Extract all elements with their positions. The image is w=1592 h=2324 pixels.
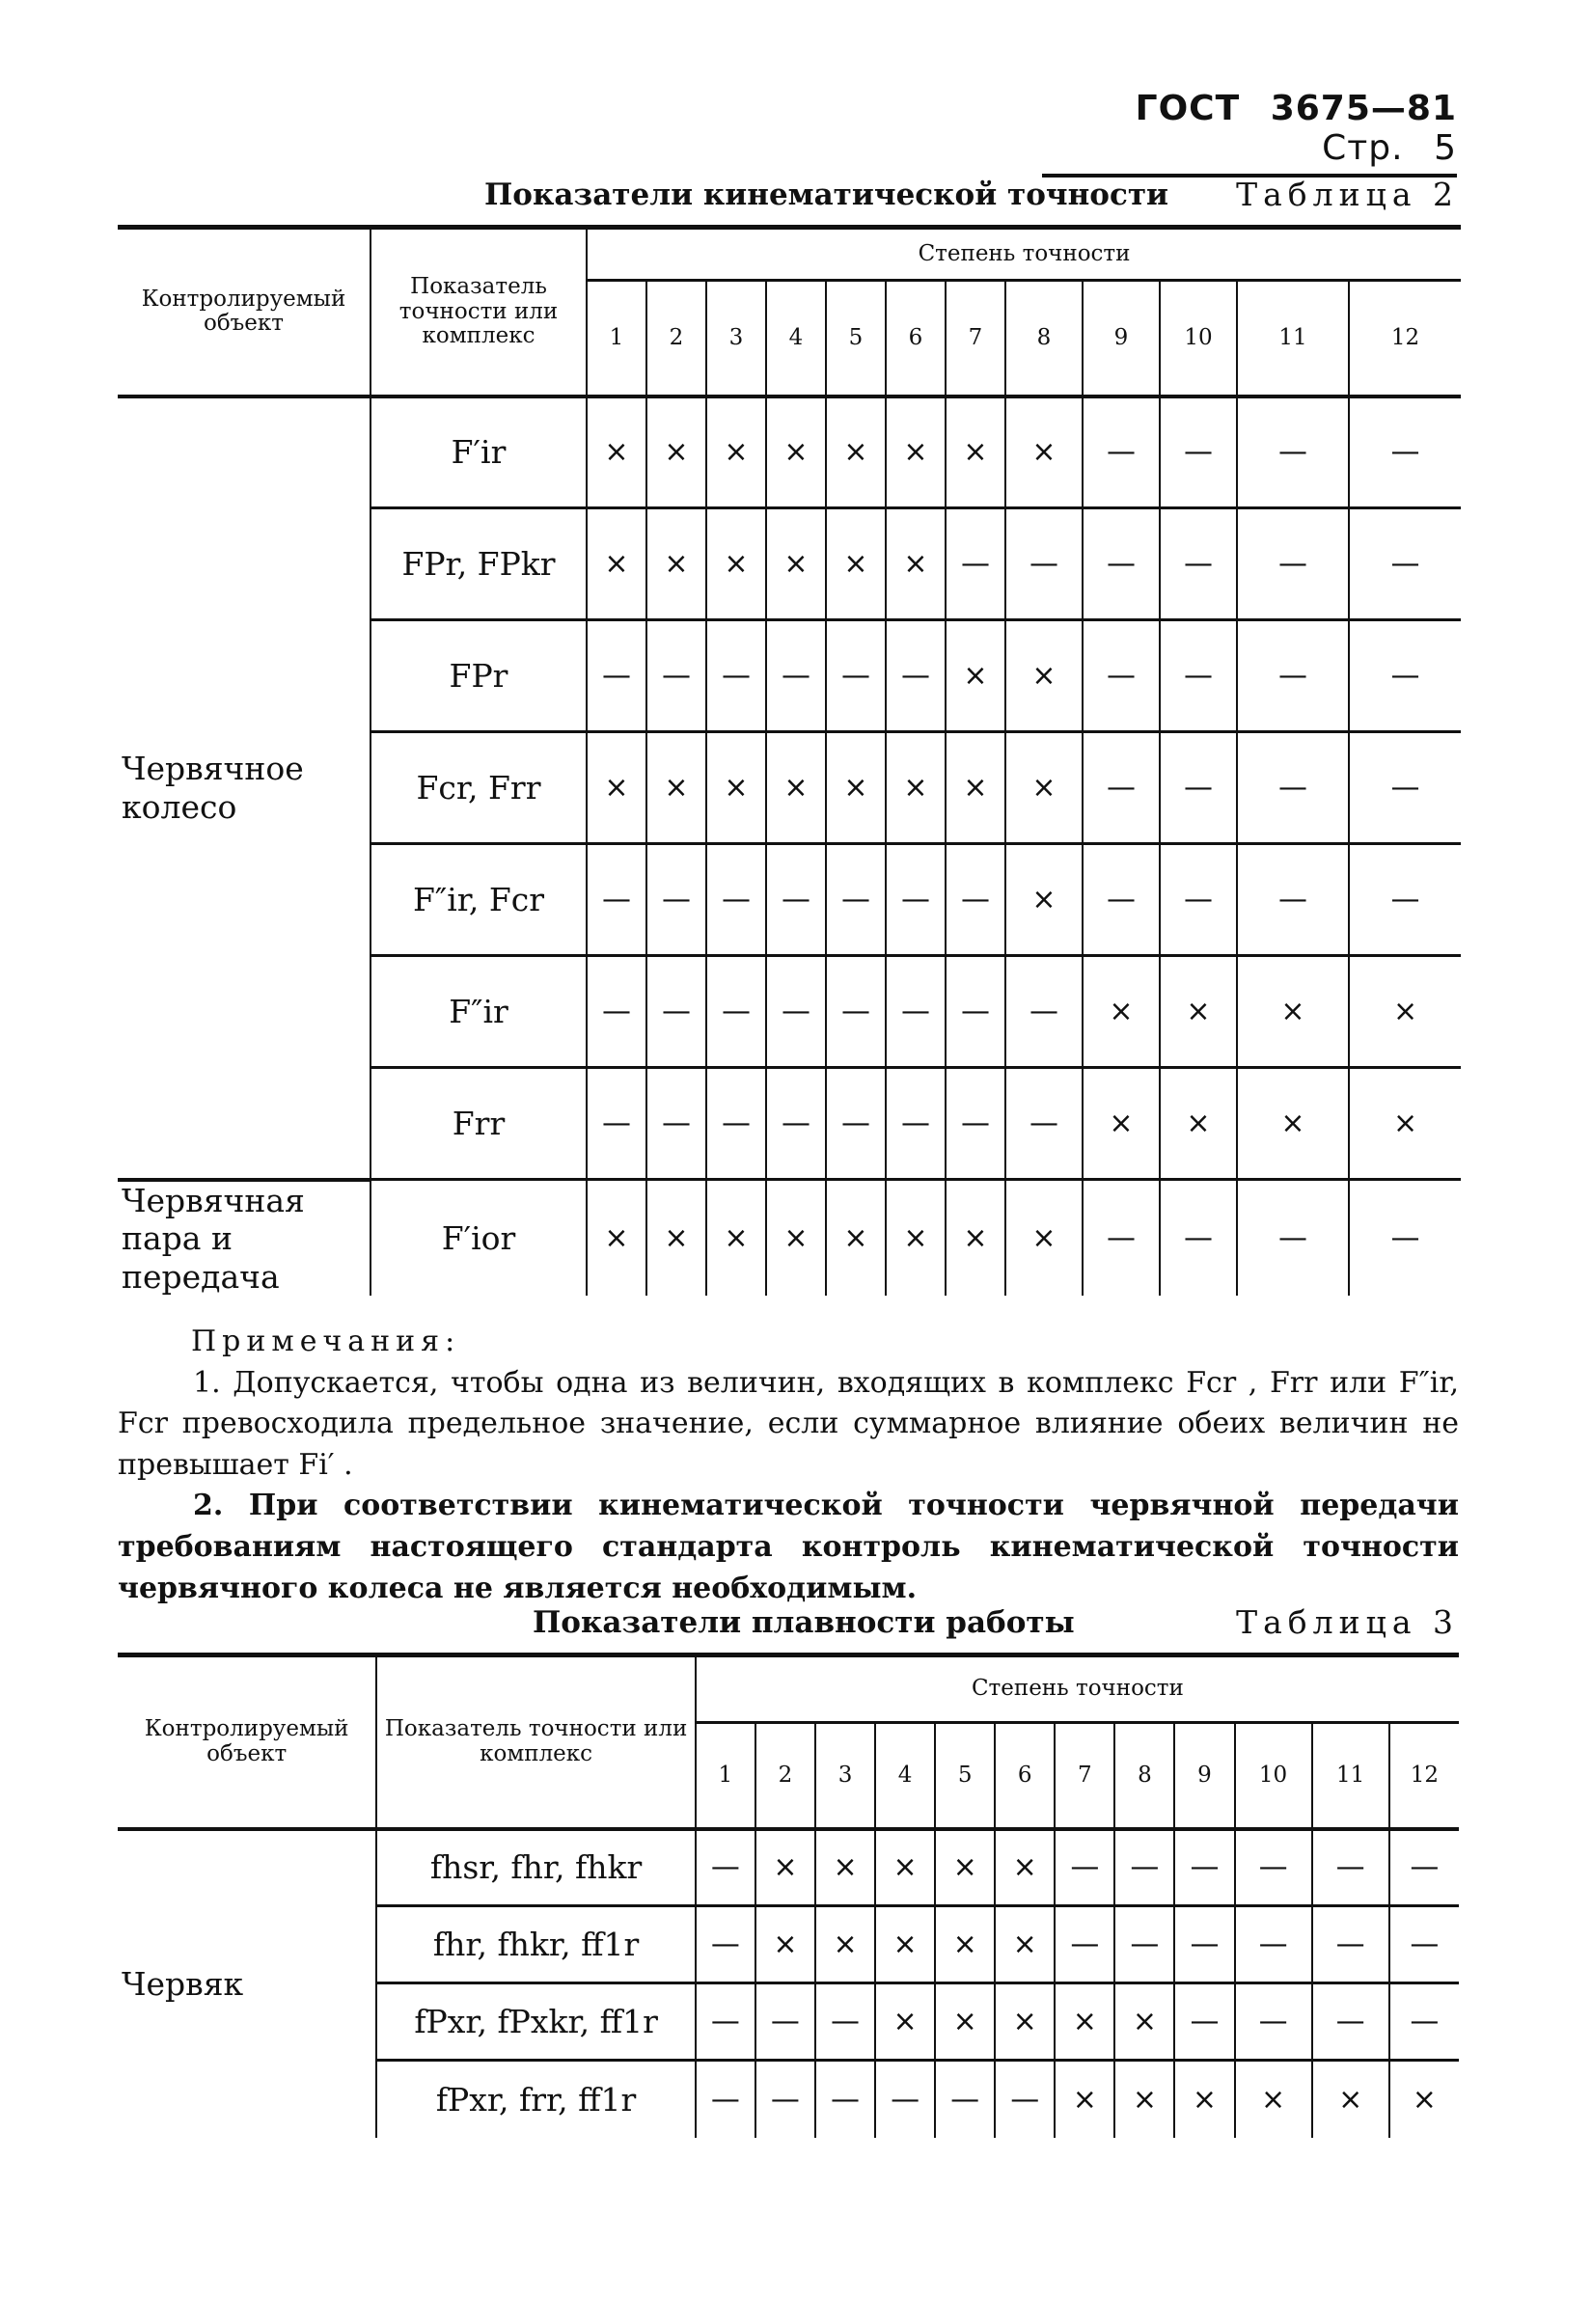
- table3-cell: —: [696, 1983, 755, 2061]
- table2-cell: ×: [766, 508, 826, 620]
- table3-cell: —: [696, 1829, 755, 1906]
- table2-indicator: F′ir: [371, 396, 587, 508]
- table3-cell: ×: [875, 1906, 935, 1983]
- table2-cell: —: [1160, 844, 1237, 956]
- table3-cell: —: [875, 2061, 935, 2138]
- table2-cell: ×: [1349, 956, 1461, 1068]
- table3-cell: —: [755, 1983, 815, 2061]
- table-row: [118, 396, 1461, 508]
- table2-cell: ×: [1005, 396, 1083, 508]
- table2-grade-9: 9: [1083, 281, 1160, 396]
- header-page-number: 5: [1434, 128, 1457, 168]
- table3-cell: ×: [1235, 2061, 1312, 2138]
- table3-cell: —: [1235, 1829, 1312, 1906]
- table-row: [118, 1829, 1459, 1906]
- table2-caption: [118, 174, 1459, 220]
- table3-cell: —: [1055, 1829, 1114, 1906]
- table3-indicator: fPxr, fPxkr, ff1r: [376, 1983, 695, 2061]
- table2-cell: ×: [1349, 1068, 1461, 1180]
- table3-title: Показатели плавности работы: [533, 1605, 1075, 1640]
- table2-cell: —: [1005, 1068, 1083, 1180]
- table2-cell: —: [646, 620, 706, 732]
- header-number: 3675—81: [1270, 89, 1457, 128]
- table3-indicator: fhr, fhkr, ff1r: [376, 1906, 695, 1983]
- table2-cell: —: [1349, 508, 1461, 620]
- table2-header-object: Контролируемый объект: [118, 228, 371, 396]
- table2-cell: —: [826, 620, 886, 732]
- table2-cell: ×: [886, 508, 946, 620]
- table3-cell: ×: [1389, 2061, 1459, 2138]
- table2-cell: ×: [946, 396, 1005, 508]
- table2-cell: ×: [1005, 620, 1083, 732]
- table2-indicator: F″ir: [371, 956, 587, 1068]
- table3-cell: —: [696, 1906, 755, 1983]
- note-2: 2. При соответствии кинематической точности червячной передачи требованиям настоящего стандарта контроль кинематической точности червячного колеса не является необходимым.: [118, 1489, 1459, 1605]
- table3-cell: ×: [1114, 1983, 1174, 2061]
- table2-cell: —: [1237, 620, 1349, 732]
- table2-cell: —: [1005, 508, 1083, 620]
- notes: [118, 1322, 1459, 1609]
- table2-object-1: Червячная пара и передача: [118, 1180, 371, 1297]
- table3-cell: ×: [815, 1829, 875, 1906]
- table3-indicator: fPxr, frr, ff1r: [376, 2061, 695, 2138]
- table3-cell: —: [1174, 1983, 1234, 2061]
- table2-cell: ×: [886, 732, 946, 844]
- table2-cell: —: [1349, 844, 1461, 956]
- table2-object-0: Червячное колесо: [118, 396, 371, 1180]
- table2-cell: —: [587, 956, 646, 1068]
- table3-cell: —: [995, 2061, 1055, 2138]
- table2-cell: —: [766, 620, 826, 732]
- table3-object-0: Червяк: [118, 1829, 376, 2138]
- table3-cell: —: [1312, 1983, 1389, 2061]
- table2-cell: —: [587, 844, 646, 956]
- table3-cell: —: [1114, 1829, 1174, 1906]
- table2-grade-4: 4: [766, 281, 826, 396]
- table3-cell: —: [815, 2061, 875, 2138]
- table3-cell: ×: [935, 1906, 995, 1983]
- table2-cell: —: [946, 956, 1005, 1068]
- table2-cell: —: [1237, 396, 1349, 508]
- table2-cell: —: [1160, 1180, 1237, 1297]
- table3-cell: ×: [995, 1906, 1055, 1983]
- table2-cell: ×: [646, 1180, 706, 1297]
- table2-cell: —: [1083, 844, 1160, 956]
- table2-cell: —: [1005, 956, 1083, 1068]
- table2-indicator: Fcr, Frr: [371, 732, 587, 844]
- table2-grade-3: 3: [706, 281, 766, 396]
- table2-cell: —: [946, 1068, 1005, 1180]
- table2-cell: ×: [646, 732, 706, 844]
- table2-cell: —: [706, 1068, 766, 1180]
- table3-cell: —: [1055, 1906, 1114, 1983]
- header-page-label: Стр.: [1322, 128, 1404, 168]
- table2-cell: ×: [946, 732, 1005, 844]
- table2-cell: —: [706, 620, 766, 732]
- table3-grade-3: 3: [815, 1723, 875, 1829]
- table2-cell: —: [646, 1068, 706, 1180]
- table2-cell: —: [1237, 732, 1349, 844]
- table2-cell: —: [1160, 732, 1237, 844]
- table2-cell: —: [766, 844, 826, 956]
- table2-cell: —: [1349, 396, 1461, 508]
- table3-cell: ×: [1312, 2061, 1389, 2138]
- table2-cell: —: [706, 956, 766, 1068]
- table2-grade-11: 11: [1237, 281, 1349, 396]
- table2-cell: —: [826, 844, 886, 956]
- table2-cell: ×: [587, 732, 646, 844]
- table3-cell: ×: [935, 1829, 995, 1906]
- table2-cell: —: [826, 1068, 886, 1180]
- table3-cell: ×: [875, 1829, 935, 1906]
- header-doc: ГОСТ: [1135, 89, 1241, 128]
- table2-header-indicator: Показатель точности или комплекс: [371, 228, 587, 396]
- table2-indicator: F″ir, Fcr: [371, 844, 587, 956]
- table3-cell: —: [1114, 1906, 1174, 1983]
- table2-cell: ×: [1005, 1180, 1083, 1297]
- table2-cell: ×: [646, 396, 706, 508]
- table2-cell: —: [587, 620, 646, 732]
- table2-cell: ×: [1005, 732, 1083, 844]
- table3-cell: —: [1312, 1829, 1389, 1906]
- table3-cell: —: [1235, 1983, 1312, 2061]
- table3-header-object: Контролируемый объект: [118, 1655, 376, 1829]
- table3-grade-9: 9: [1174, 1723, 1234, 1829]
- table2-cell: ×: [826, 508, 886, 620]
- table2-cell: —: [1349, 1180, 1461, 1297]
- table3-cell: ×: [1055, 2061, 1114, 2138]
- table3: [118, 1653, 1459, 2138]
- table3-grade-12: 12: [1389, 1723, 1459, 1829]
- table2-cell: —: [1083, 732, 1160, 844]
- table2-cell: ×: [1160, 1068, 1237, 1180]
- table2-cell: ×: [706, 396, 766, 508]
- table3-cell: —: [1389, 1829, 1459, 1906]
- table3-label: Таблица 3: [1236, 1603, 1459, 1641]
- table2-cell: —: [1237, 1180, 1349, 1297]
- table3-cell: —: [1389, 1906, 1459, 1983]
- table3-cell: —: [815, 1983, 875, 2061]
- table3-grade-11: 11: [1312, 1723, 1389, 1829]
- table2-cell: —: [1083, 620, 1160, 732]
- table3-caption: [118, 1601, 1459, 1648]
- table3-indicator: fhsr, fhr, fhkr: [376, 1829, 695, 1906]
- table2: [118, 225, 1461, 1296]
- table2-indicator: FPr, FPkr: [371, 508, 587, 620]
- table3-grade-10: 10: [1235, 1723, 1312, 1829]
- table2-cell: —: [886, 844, 946, 956]
- table2-cell: ×: [1237, 1068, 1349, 1180]
- table2-cell: ×: [826, 1180, 886, 1297]
- table3-cell: —: [1235, 1906, 1312, 1983]
- table2-cell: —: [886, 1068, 946, 1180]
- table2-cell: —: [706, 844, 766, 956]
- table3-cell: ×: [995, 1983, 1055, 2061]
- table2-cell: ×: [1160, 956, 1237, 1068]
- table2-grade-1: 1: [587, 281, 646, 396]
- table-row: [118, 1180, 1461, 1297]
- table3-cell: ×: [1055, 1983, 1114, 2061]
- table2-cell: —: [766, 1068, 826, 1180]
- table3-grade-8: 8: [1114, 1723, 1174, 1829]
- table3-cell: ×: [755, 1829, 815, 1906]
- table3-grade-7: 7: [1055, 1723, 1114, 1829]
- table3-grade-4: 4: [875, 1723, 935, 1829]
- table3-cell: —: [1174, 1906, 1234, 1983]
- table2-cell: ×: [587, 396, 646, 508]
- table3-cell: ×: [875, 1983, 935, 2061]
- table2-header-grade-group: Степень точности: [587, 228, 1461, 281]
- table2-cell: ×: [1083, 956, 1160, 1068]
- table2-grade-12: 12: [1349, 281, 1461, 396]
- table2-indicator: Frr: [371, 1068, 587, 1180]
- table2-cell: —: [646, 844, 706, 956]
- table3-grade-5: 5: [935, 1723, 995, 1829]
- table2-grade-7: 7: [946, 281, 1005, 396]
- table2-cell: —: [1160, 620, 1237, 732]
- table2-cell: —: [946, 508, 1005, 620]
- table2-cell: —: [826, 956, 886, 1068]
- table2-cell: ×: [946, 620, 1005, 732]
- table2-cell: ×: [706, 732, 766, 844]
- table2-cell: —: [1237, 844, 1349, 956]
- table2-cell: —: [886, 620, 946, 732]
- table2-cell: ×: [946, 1180, 1005, 1297]
- table2-title: Показатели кинематической точности: [484, 178, 1169, 212]
- table2-grade-6: 6: [886, 281, 946, 396]
- table3-grade-2: 2: [755, 1723, 815, 1829]
- table2-cell: —: [1083, 1180, 1160, 1297]
- table2-cell: ×: [826, 732, 886, 844]
- table2-cell: ×: [587, 508, 646, 620]
- table2-cell: ×: [1237, 956, 1349, 1068]
- table2-cell: —: [946, 844, 1005, 956]
- table2-grade-10: 10: [1160, 281, 1237, 396]
- table3-cell: —: [696, 2061, 755, 2138]
- table2-cell: ×: [766, 732, 826, 844]
- table2-cell: —: [1160, 508, 1237, 620]
- table3-cell: —: [1174, 1829, 1234, 1906]
- table2-cell: —: [1083, 508, 1160, 620]
- notes-heading: Примечания:: [191, 1325, 461, 1358]
- table3-grade-6: 6: [995, 1723, 1055, 1829]
- table2-cell: ×: [886, 1180, 946, 1297]
- table2-cell: ×: [766, 396, 826, 508]
- table2-cell: ×: [646, 508, 706, 620]
- table2-indicator: F′ior: [371, 1180, 587, 1297]
- table2-cell: ×: [1083, 1068, 1160, 1180]
- table3-header-grade-group: Степень точности: [696, 1655, 1459, 1723]
- table3-cell: —: [935, 2061, 995, 2138]
- table2-cell: —: [646, 956, 706, 1068]
- table2-cell: ×: [826, 396, 886, 508]
- note-1: 1. Допускается, чтобы одна из величин, входящих в комплекс Fcr , Frr или F″ir, Fcr превосходила предельное значение, если суммарное влияние обеих величин не превышает Fi′ .: [118, 1365, 1459, 1482]
- table3-cell: ×: [1174, 2061, 1234, 2138]
- table3-cell: ×: [1114, 2061, 1174, 2138]
- table2-cell: ×: [886, 396, 946, 508]
- table3-cell: ×: [815, 1906, 875, 1983]
- table2-cell: ×: [587, 1180, 646, 1297]
- table2-cell: —: [766, 956, 826, 1068]
- table2-grade-5: 5: [826, 281, 886, 396]
- table3-cell: ×: [935, 1983, 995, 2061]
- table2-cell: —: [587, 1068, 646, 1180]
- table2-indicator: FPr: [371, 620, 587, 732]
- table3-cell: ×: [995, 1829, 1055, 1906]
- table2-cell: ×: [706, 508, 766, 620]
- page-header: [1042, 89, 1457, 178]
- table2-cell: —: [1349, 620, 1461, 732]
- table2-cell: —: [886, 956, 946, 1068]
- table2-cell: —: [1160, 396, 1237, 508]
- table3-cell: —: [755, 2061, 815, 2138]
- table2-cell: —: [1349, 732, 1461, 844]
- table2-cell: ×: [766, 1180, 826, 1297]
- table2-cell: —: [1237, 508, 1349, 620]
- table2-grade-2: 2: [646, 281, 706, 396]
- table2-label: Таблица 2: [1236, 176, 1459, 213]
- table2-grade-8: 8: [1005, 281, 1083, 396]
- table2-cell: —: [1083, 396, 1160, 508]
- table3-cell: ×: [755, 1906, 815, 1983]
- table3-grade-1: 1: [696, 1723, 755, 1829]
- table3-cell: —: [1312, 1906, 1389, 1983]
- table3-header-indicator: Показатель точности или комплекс: [376, 1655, 695, 1829]
- table2-cell: ×: [706, 1180, 766, 1297]
- table2-cell: ×: [1005, 844, 1083, 956]
- table3-cell: —: [1389, 1983, 1459, 2061]
